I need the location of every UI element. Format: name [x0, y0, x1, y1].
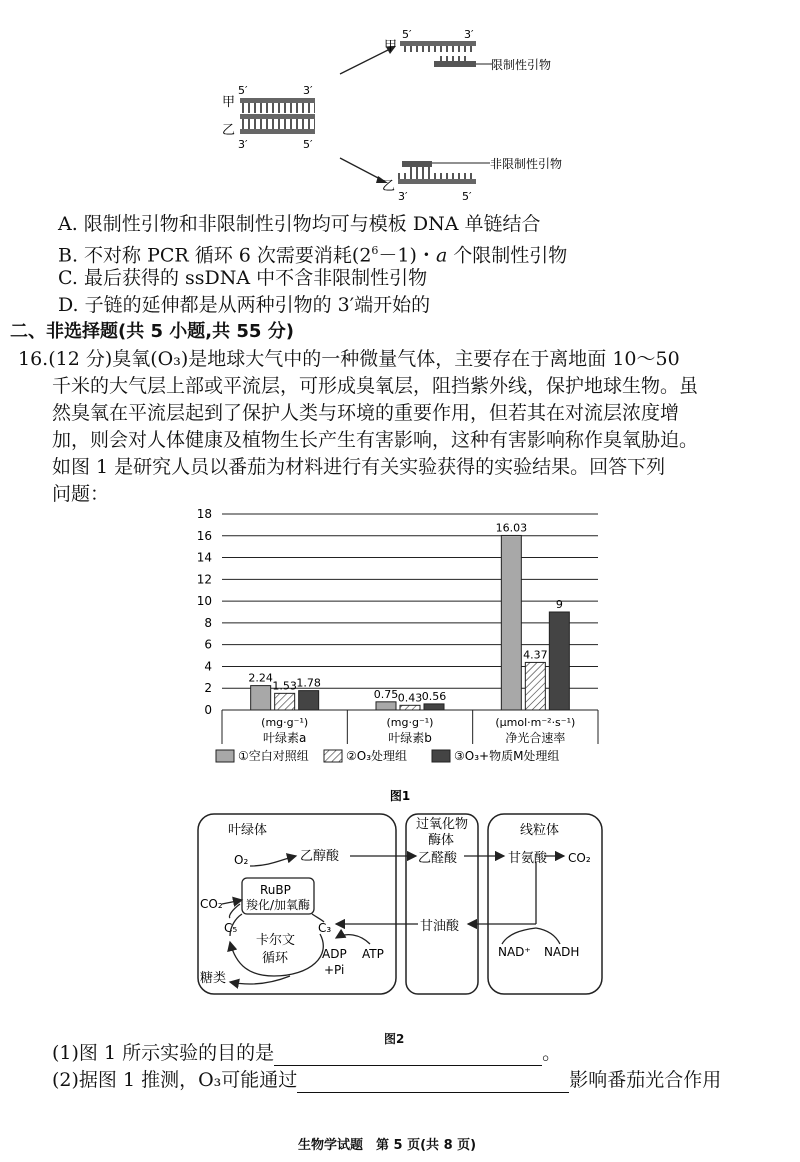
calvin-label-1: 卡尔文 — [256, 933, 296, 948]
option-b-post: －1)・ — [378, 244, 436, 267]
y-tick-label: 4 — [204, 659, 212, 674]
y-tick-label: 8 — [204, 615, 212, 630]
atp-label: ATP — [362, 947, 384, 961]
y-tick-label: 10 — [196, 594, 212, 609]
mitochondria-box — [488, 814, 602, 994]
nonrestrictive-primer — [402, 161, 432, 173]
q2-tail: 影响番茄光合作用 — [569, 1069, 722, 1091]
q1-prompt: (1)图 1 所示实验的目的是 — [52, 1042, 275, 1064]
tmpl-3prime-bottom: 3′ — [238, 138, 248, 151]
rubisco-label: 羧化/加氧酶 — [246, 898, 311, 912]
glycine-label: 甘氨酸 — [508, 851, 548, 866]
restrictive-primer — [434, 56, 476, 67]
rubp-label: RuBP — [260, 883, 291, 897]
y-tick-label: 0 — [204, 703, 212, 717]
lower-yi-label: 乙 — [382, 179, 396, 194]
bar — [275, 693, 295, 710]
bar — [251, 686, 271, 710]
y-tick-label: 18 — [196, 507, 212, 521]
c3-label: C₃ — [318, 921, 332, 935]
legend-label: ②O₃处理组 — [346, 749, 408, 763]
y-tick-label: 2 — [204, 681, 212, 696]
q16-line-3: 然臭氧在平流层起到了保护人类与环境的重要作用，但若其在对流层浓度增 — [52, 402, 680, 424]
q1-answer-blank[interactable] — [274, 1045, 542, 1066]
category-label: 净光合速率 — [505, 731, 566, 745]
legend-swatch — [324, 750, 342, 762]
q16-line-6: 问题： — [52, 483, 110, 505]
option-b-sup: 6 — [371, 244, 379, 257]
option-b-end: 个限制性引物 — [447, 244, 568, 267]
chloroplast-label: 叶绿体 — [228, 823, 268, 838]
mitochondria-label: 线粒体 — [520, 823, 560, 838]
upper-jia-label: 甲 — [384, 39, 398, 54]
c5-label: C₅ — [224, 921, 238, 935]
data-label: 2.24 — [248, 671, 273, 685]
tmpl-3prime-top: 3′ — [303, 84, 313, 97]
bar — [400, 705, 420, 710]
y-tick-label: 16 — [196, 528, 212, 543]
strand-jia — [400, 41, 476, 46]
q16-sub-1 — [52, 1040, 561, 1066]
page-footer: 生物学试题 第 5 页(共 8 页) — [298, 1138, 477, 1153]
glyceric-acid-label: 甘油酸 — [420, 919, 460, 934]
glyoxylic-acid-label: 乙醛酸 — [418, 851, 458, 866]
sugars-label: 糖类 — [200, 971, 227, 986]
q16-sub-2 — [52, 1067, 721, 1093]
nonrestrictive-primer-label: 非限制性引物 — [490, 157, 563, 171]
adp-label: ADP — [322, 947, 347, 961]
q2-prompt: (2)据图 1 推测，O₃可能通过 — [52, 1069, 298, 1091]
section-2-heading: 二、非选择题(共 5 小题,共 55 分) — [10, 321, 294, 342]
data-label: 0.43 — [397, 691, 423, 705]
option-b-pre: B. 不对称 PCR 循环 6 次需要消耗(2 — [58, 244, 372, 267]
y-tick-label: 12 — [196, 572, 212, 587]
q16-line-4: 加，则会对人体健康及植物生长产生有害影响，这种有害影响称作臭氧胁迫。 — [52, 429, 699, 451]
o2-label: O₂ — [234, 853, 249, 867]
bar — [501, 535, 521, 710]
data-label: 9 — [555, 598, 563, 611]
figure-2-caption: 图2 — [384, 1032, 405, 1046]
pi-label: +Pi — [324, 963, 345, 977]
restrictive-primer-label: 限制性引物 — [491, 58, 552, 72]
y-tick-label: 6 — [204, 637, 212, 652]
q16-line-2: 千米的大气层上部或平流层，可形成臭氧层，阻挡紫外线，保护地球生物。虽 — [52, 375, 699, 397]
category-unit: (μmol·m⁻²·s⁻¹) — [495, 716, 576, 729]
bar — [525, 662, 545, 710]
data-label: 0.75 — [373, 687, 399, 701]
template-dsdna — [240, 98, 315, 134]
q16-line-1: 16.(12 分)臭氧(O₃)是地球大气中的一种微量气体，主要存在于离地面 10～50 — [18, 348, 680, 370]
q16-line-5: 如图 1 是研究人员以番茄为材料进行有关实验获得的实验结果。回答下列 — [52, 456, 666, 478]
option-a: A. 限制性引物和非限制性引物均可与模板 DNA 单链结合 — [58, 213, 541, 235]
data-label: 1.78 — [296, 676, 321, 690]
calvin-label-2: 循环 — [262, 951, 289, 966]
category-unit: (mg·g⁻¹) — [386, 716, 434, 729]
data-label: 0.56 — [421, 689, 447, 703]
co2-left-label: CO₂ — [200, 897, 223, 911]
nadh-label: NADH — [544, 945, 580, 959]
asymmetric-pcr-diagram — [0, 0, 800, 210]
arrow-down — [340, 158, 388, 183]
bar — [299, 691, 319, 710]
strand-yi-label: 乙 — [222, 123, 236, 138]
co2-right-label: CO₂ — [568, 851, 591, 865]
legend-label: ①空白对照组 — [238, 749, 309, 763]
category-unit: (mg·g⁻¹) — [261, 716, 309, 729]
bar — [376, 702, 396, 710]
bar — [549, 612, 569, 710]
legend-swatch — [216, 750, 234, 762]
upper-5prime: 5′ — [402, 28, 412, 41]
legend-label: ③O₃+物质M处理组 — [454, 749, 560, 763]
y-tick-label: 14 — [196, 550, 212, 565]
nad-label: NAD⁺ — [498, 945, 531, 959]
option-c: C. 最后获得的 ssDNA 中不含非限制性引物 — [58, 267, 428, 289]
legend-swatch — [432, 750, 450, 762]
data-label: 16.03 — [495, 521, 528, 535]
figure-2-photorespiration-diagram — [190, 806, 620, 1028]
strand-jia-label: 甲 — [222, 95, 236, 110]
option-d: D. 子链的延伸都是从两种引物的 3′端开始的 — [58, 294, 431, 316]
strand-yi — [398, 179, 476, 184]
peroxisome-label-1: 过氧化物 — [416, 817, 469, 832]
peroxisome-label-2: 酶体 — [428, 833, 455, 848]
q1-period: 。 — [542, 1042, 562, 1064]
bar — [424, 704, 444, 710]
option-b-var: a — [435, 244, 448, 267]
option-b — [58, 238, 567, 268]
data-label: 1.53 — [272, 679, 297, 693]
figure-1-bar-chart — [190, 500, 610, 810]
q2-answer-blank[interactable] — [297, 1072, 569, 1093]
chart-title: 图1 — [389, 789, 411, 803]
tmpl-5prime-top: 5′ — [238, 84, 248, 97]
category-label: 叶绿素a — [262, 731, 307, 745]
upper-3prime: 3′ — [464, 28, 474, 41]
lower-3prime: 3′ — [398, 190, 408, 203]
tmpl-5prime-bottom: 5′ — [303, 138, 313, 151]
glycolic-acid-label: 乙醇酸 — [300, 849, 340, 864]
data-label: 4.37 — [523, 648, 548, 662]
lower-5prime: 5′ — [462, 190, 472, 203]
category-label: 叶绿素b — [388, 731, 432, 745]
